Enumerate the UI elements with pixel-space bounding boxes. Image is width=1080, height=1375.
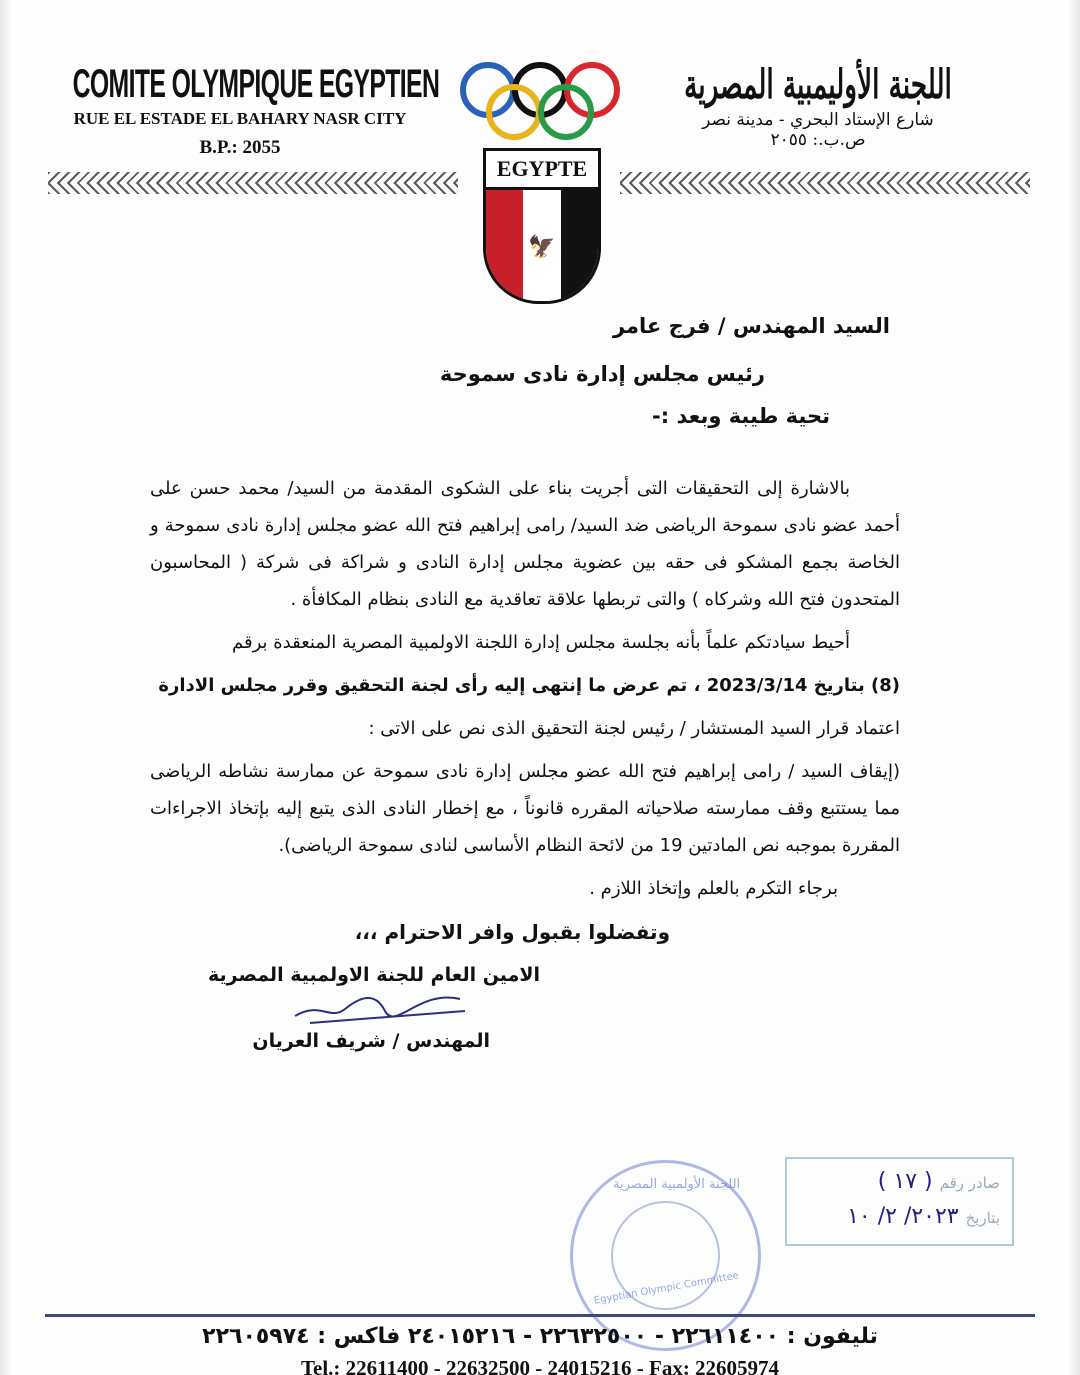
paragraph-decision-intro: اعتماد قرار السيد المستشار / رئيس لجنة التحقيق الذى نص على الاتى : (368, 718, 900, 739)
fr-box: B.P.: 2055 (199, 137, 281, 158)
signature (290, 989, 470, 1027)
scan-edge-right (1066, 0, 1080, 1375)
ar-box: ص.ب.: ٢٠٥٥ (770, 130, 866, 150)
ar-title: اللجنة الأوليمبية المصرية (684, 61, 952, 108)
egypt-shield-logo (483, 148, 601, 304)
wave-divider-left (48, 172, 458, 194)
paragraph-notice: أحيط سيادتكم علماً بأنه بجلسة مجلس إدارة اللجنة الاولمبية المصرية المنعقدة برقم (232, 632, 850, 653)
letterhead-arabic (628, 60, 1008, 150)
eagle-icon: 🦅 (523, 190, 560, 304)
outgoing-date-label: بتاريخ (965, 1209, 1000, 1227)
ar-address: شارع الإستاد البحري - مدينة نصر (702, 110, 934, 130)
outgoing-stamp (785, 1157, 1014, 1246)
greeting: تحية طيبة وبعد :- (652, 404, 830, 428)
fr-address: RUE EL ESTADE EL BAHARY NASR CITY (73, 109, 407, 128)
signature-area (150, 989, 900, 1027)
outgoing-number: ( ١٧ ) (877, 1169, 933, 1194)
footer-divider (45, 1314, 1035, 1317)
footer-english-contacts: Tel.: 22611400 - 22632500 - 24015216 - Fax: 22605974 (300, 1356, 780, 1375)
recipient-name: السيد المهندس / فرج عامر (612, 314, 890, 338)
closing-regards: وتفضلوا بقبول وافر الاحترام ،،، (354, 920, 670, 944)
olympic-rings-icon (455, 60, 625, 140)
paragraph-complaint: بالاشارة إلى التحقيقات التى أجريت بناء على الشكوى المقدمة من السيد/ محمد حسن على أحمد عضو نادى سموحة الرياضى ضد السيد/ رامى إبراهيم فتح الله عضو مجلس إدارة نادى سموحة و الخاصة بجمع المشكو فى حقه بين عضوية مجلس إدارة النادى و شراكة فى شركة ( المحاسبون المتحدون فتح الله وشركاه ) والتى تربطها علاقة تعاقدية مع النادى بنظام المكافأة . (150, 478, 900, 610)
request-line: برجاء التكرم بالعلم وإتخاذ اللازم . (589, 878, 838, 899)
recipient-title: رئيس مجلس إدارة نادى سموحة (439, 362, 765, 386)
paragraph-decision: (إيقاف السيد / رامى إبراهيم فتح الله عضو مجلس إدارة نادى سموحة عن ممارسة نشاطه الرياضى مما يستتبع وقف ممارسته صلاحياته المقرره قانوناً ، مع إخطار النادى الذى يتبع إليه بإتخاذ الاجراءات المقررة بموجبه نص المادتين 19 من لائحة النظام الأساسى لنادى سموحة الرياضى). (150, 761, 900, 856)
footer-arabic-contacts: تليفون : ٢٢٦١١٤٠٠ - ٢٢٦٣٢٥٠٠ - ٢٤٠١٥٢١٦ فاكس : ٢٢٦٠٥٩٧٤ (202, 1324, 878, 1349)
fr-title: COMITE OLYMPIQUE EGYPTIEN (72, 62, 440, 106)
signatory-title: الامين العام للجنة الاولمبية المصرية (208, 964, 540, 986)
outgoing-number-label: صادر رقم (939, 1174, 1000, 1192)
outgoing-date: ٢٠٢٣/ ٢/ ١٠ (847, 1204, 959, 1229)
shield-label: EGYPTE (486, 151, 598, 190)
scan-edge-left (0, 0, 14, 1375)
paragraph-session: (8) بتاريخ 2023/3/14 ، تم عرض ما إنتهى إليه رأى لجنة التحقيق وقرر مجلس الادارة (158, 675, 900, 696)
signatory-name: المهندس / شريف العريان (252, 1030, 490, 1052)
letterhead-french (70, 62, 440, 159)
seal-english-text: Egyptian Olympic Committee (593, 1270, 740, 1307)
wave-divider-right (620, 172, 1030, 194)
letter-body (150, 470, 900, 1055)
seal-arabic-text: اللجنة الأولمبية المصرية (613, 1177, 741, 1192)
